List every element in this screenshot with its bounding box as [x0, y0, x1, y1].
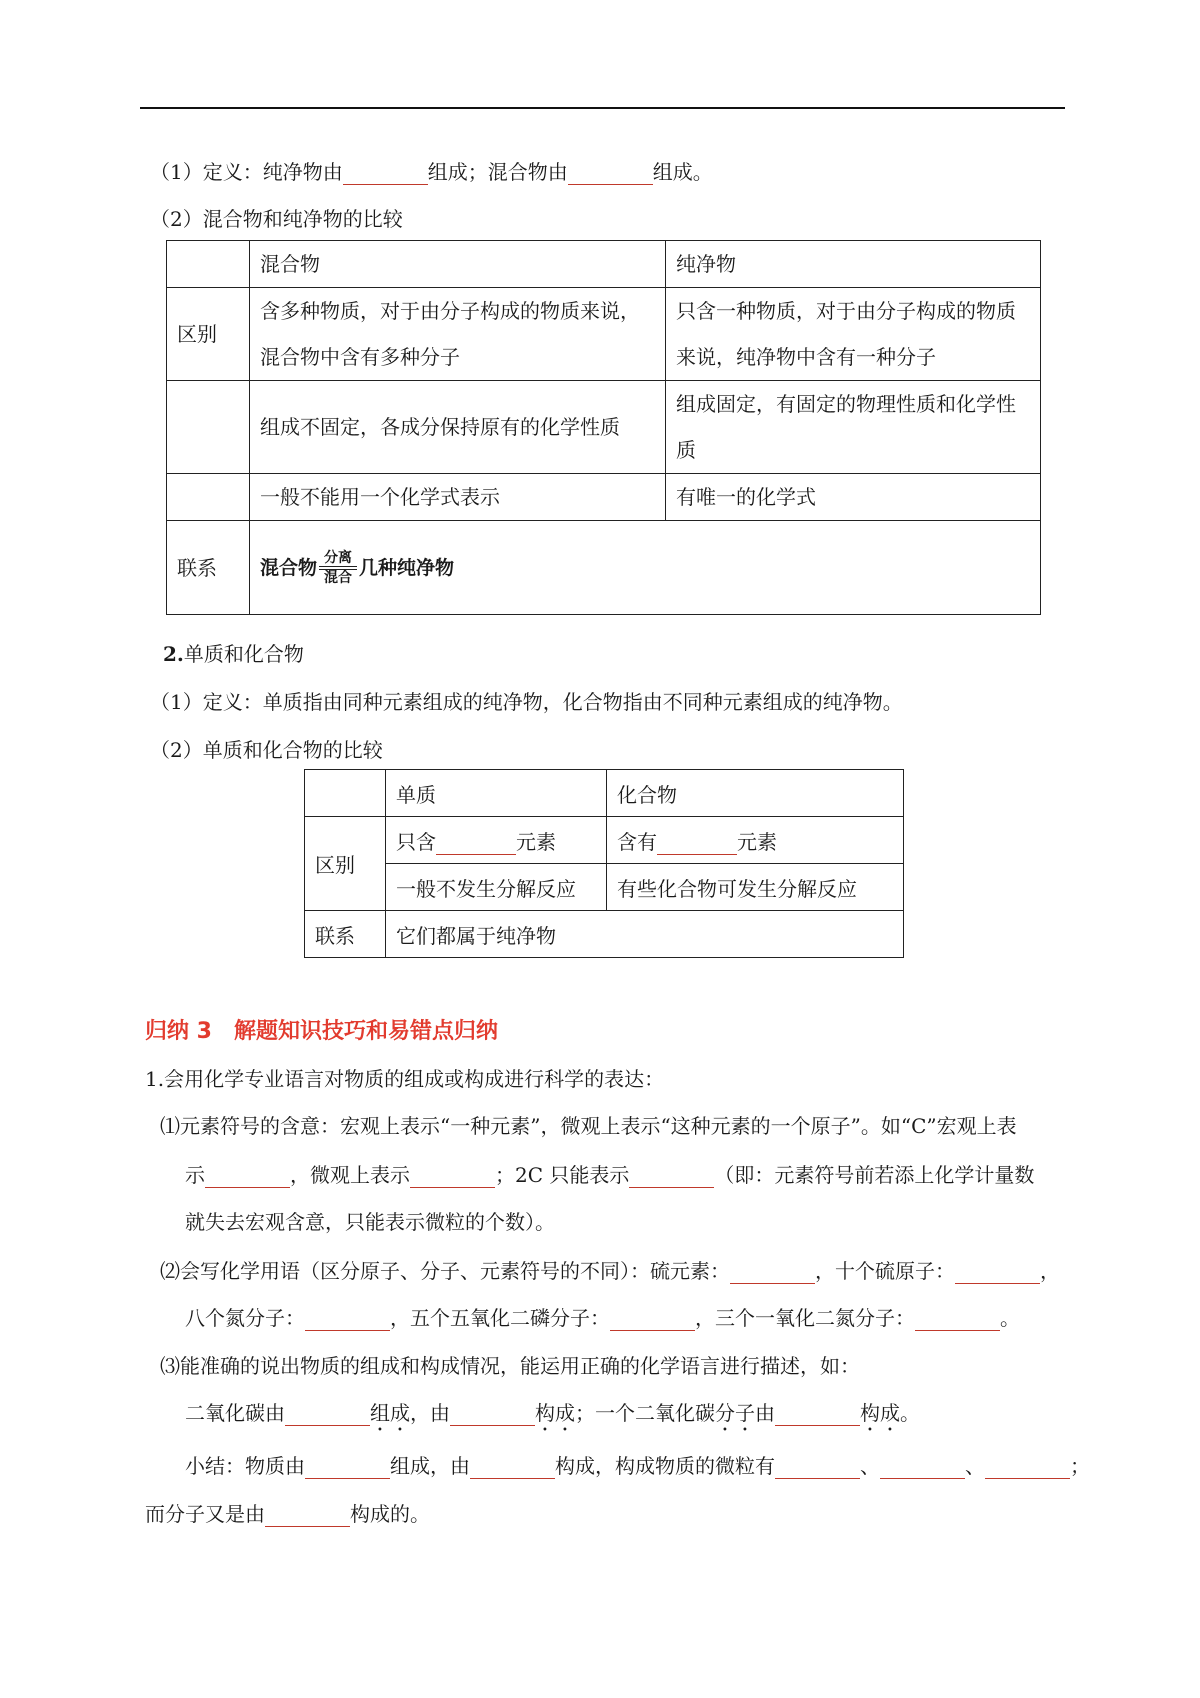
q1-summary-line2: 而分子又是由 构成的。 [145, 1502, 430, 1526]
header-rule [140, 107, 1065, 109]
answer-blank[interactable] [568, 162, 653, 185]
answer-blank[interactable] [985, 1456, 1070, 1479]
answer-blank[interactable] [915, 1308, 1000, 1331]
answer-blank[interactable] [610, 1308, 695, 1331]
relation-formula: 混合物 分离 混合 几种纯净物 [260, 550, 455, 586]
answer-blank[interactable] [450, 1403, 535, 1426]
answer-blank[interactable] [205, 1165, 290, 1188]
relation-formula-cell [250, 521, 1041, 615]
answer-blank[interactable] [470, 1456, 555, 1479]
answer-blank[interactable] [305, 1308, 390, 1331]
q1-p2-line2: 八个氮分子： ，五个五氧化二磷分子： ，三个一氧化二氮分子： 。 [185, 1306, 1020, 1330]
row-label-relation: 联系 [305, 911, 386, 958]
answer-blank[interactable] [410, 1165, 495, 1188]
answer-blank[interactable] [730, 1261, 815, 1284]
q1-intro: 1.会用化学专业语言对物质的组成或构成进行科学的表达： [145, 1067, 665, 1091]
answer-blank[interactable] [775, 1456, 860, 1479]
q1-p2-line1: ⑵会写化学用语（区分原子、分子、元素符号的不同）：硫元素： ，十个硫原子： ， [160, 1259, 1060, 1283]
answer-blank[interactable] [436, 832, 516, 855]
section-heading: 归纳 3 解题知识技巧和易错点归纳 [145, 1019, 498, 1044]
q1-summary-line1: 小结：物质由 组成，由 构成，构成物质的微粒有 、 、 ； [185, 1454, 1090, 1478]
q1-p3-line1: ⑶能准确的说出物质的组成和构成情况，能运用正确的化学语言进行描述，如： [160, 1354, 860, 1378]
answer-blank[interactable] [265, 1504, 350, 1527]
answer-blank[interactable] [955, 1261, 1040, 1284]
row-label-relation: 联系 [167, 521, 250, 615]
element-compound-table: 单质 化合物 区别 只含 元素 含有 元素 一般不发生分解反应 有些化合物可发生分解反应 联系 它们都属于纯净物 [304, 769, 904, 958]
answer-blank[interactable] [343, 162, 428, 185]
header-mixture: 混合物 [250, 241, 666, 288]
header-compound: 化合物 [607, 770, 904, 817]
answer-blank[interactable] [305, 1456, 390, 1479]
s2-title: 2.单质和化合物 [163, 642, 304, 666]
s1-definition: （1）定义：纯净物由 组成；混合物由 组成。 [150, 160, 713, 184]
answer-blank[interactable] [285, 1403, 370, 1426]
header-element: 单质 [386, 770, 607, 817]
q1-p1-line2: 示 ，微观上表示 ；2C 只能表示 （即：元素符号前若添上化学计量数 [185, 1163, 1035, 1187]
answer-blank[interactable] [880, 1456, 965, 1479]
s1-compare-title: （2）混合物和纯净物的比较 [150, 207, 403, 231]
q1-p1-line3: 就失去宏观含意，只能表示微粒的个数）。 [185, 1210, 555, 1234]
answer-blank[interactable] [629, 1165, 714, 1188]
q1-p3-line2: 二氧化碳由 组成，由 构成；一个二氧化碳分子由 构成。 [185, 1401, 920, 1425]
answer-blank[interactable] [775, 1403, 860, 1426]
mixture-pure-table: 混合物 纯净物 区别 含多种物质，对于由分子构成的物质来说，混合物中含有多种分子 只含一种物质，对于由分子构成的物质来说，纯净物中含有一种分子 组成不固定，各成分保持原有的化学性质 组成固定，有固定的物理性质和化学性质 一般不能用一个化学式表示 有唯一的化学式 联系 混合物 分离 混合 几种纯净物 [166, 240, 1041, 615]
s2-compare-title: （2）单质和化合物的比较 [150, 738, 383, 762]
s2-definition: （1）定义：单质指由同种元素组成的纯净物，化合物指由不同种元素组成的纯净物。 [150, 690, 903, 714]
header-pure: 纯净物 [666, 241, 1041, 288]
answer-blank[interactable] [657, 832, 737, 855]
row-label-difference: 区别 [305, 817, 386, 911]
q1-p1-line1: ⑴元素符号的含意：宏观上表示“一种元素”，微观上表示“这种元素的一个原子”。如“C”宏观上表 [160, 1114, 1017, 1138]
row-label-difference: 区别 [167, 288, 250, 381]
